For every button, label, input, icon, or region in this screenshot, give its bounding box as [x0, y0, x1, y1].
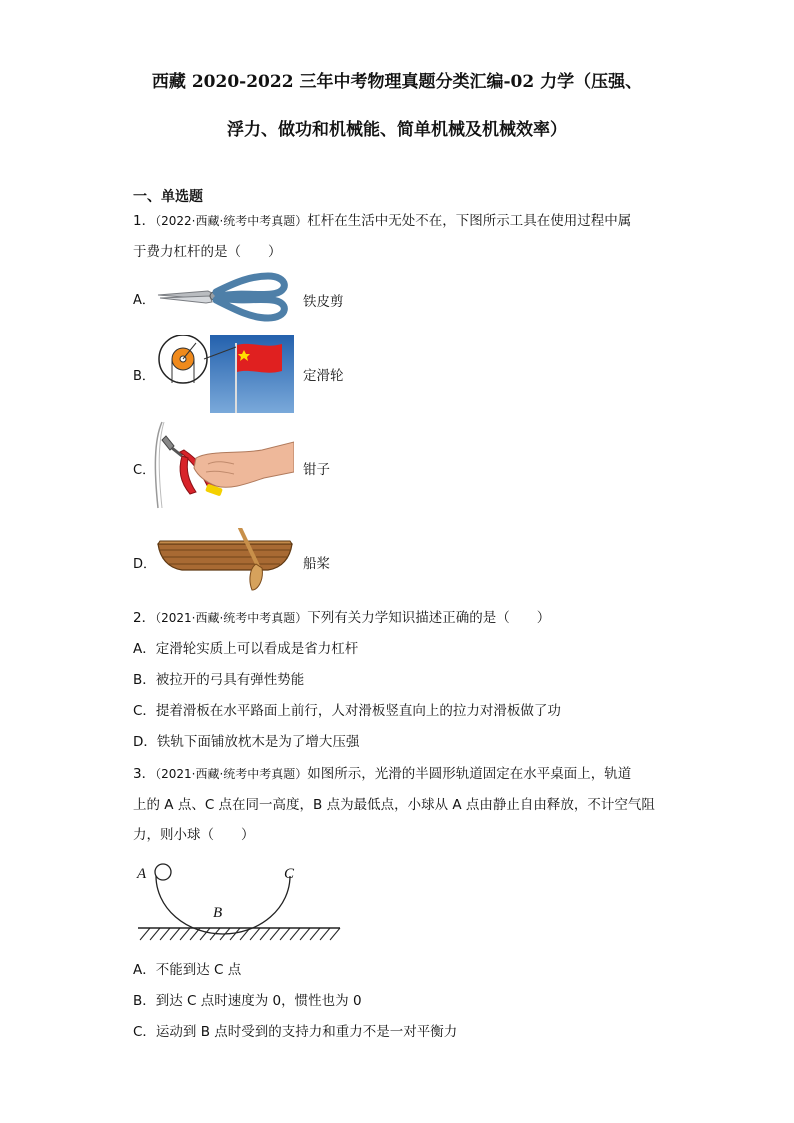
q2-option-a[interactable]: A．定滑轮实质上可以看成是省力杠杆: [133, 641, 359, 657]
q3-line-1: [133, 763, 631, 785]
boat-oar-icon: [156, 528, 294, 592]
section-heading: 一、单选题: [133, 189, 203, 205]
q3-stem: 如图所示，光滑的半圆形轨道固定在水平桌面上，轨道: [307, 766, 632, 782]
q2-number: 2．: [133, 610, 156, 626]
q1-line-1: [133, 210, 631, 232]
q1-option-b-letter[interactable]: B．: [133, 369, 155, 384]
tin-snips-icon: [156, 272, 294, 322]
title-line-1: 西藏 2020-2022 三年中考物理真题分类汇编-02 力学（压强、: [151, 72, 643, 92]
q2-option-d[interactable]: D．铁轨下面铺放枕木是为了增大压强: [133, 734, 360, 750]
pliers-icon: [150, 420, 294, 510]
q3-line-3: 力，则小球（ ）: [133, 827, 255, 843]
q1-option-b-label: 定滑轮: [303, 368, 344, 384]
q3-option-c[interactable]: C．运动到 B 点时受到的支持力和重力不是一对平衡力: [133, 1024, 458, 1040]
q2-stem: 下列有关力学知识描述正确的是（ ）: [307, 610, 551, 626]
q1-option-c-label: 钳子: [303, 462, 330, 478]
q1-option-c-letter[interactable]: C．: [133, 463, 156, 478]
q3-source: （2021·西藏·统考中考真题）: [155, 767, 308, 781]
q1-option-d-label: 船桨: [303, 556, 330, 572]
figure-label-a: A: [137, 866, 147, 882]
figure-label-c: C: [284, 866, 295, 882]
document-title: [60, 58, 734, 154]
q3-option-b[interactable]: B．到达 C 点时速度为 0，惯性也为 0: [133, 993, 362, 1009]
q1-source: （2022·西藏·统考中考真题）: [155, 214, 308, 228]
q1-stem: 杠杆在生活中无处不在，下图所示工具在使用过程中属: [307, 213, 632, 229]
q1-option-a-label: 铁皮剪: [303, 294, 344, 310]
q2-source: （2021·西藏·统考中考真题）: [155, 611, 308, 625]
q1-option-d-letter[interactable]: D．: [133, 557, 157, 572]
q2-option-c[interactable]: C．提着滑板在水平路面上前行，人对滑板竖直向上的拉力对滑板做了功: [133, 703, 561, 719]
q1-option-a-letter[interactable]: A．: [133, 293, 155, 308]
fixed-pulley-flag-icon: [156, 335, 294, 413]
q2-option-b[interactable]: B．被拉开的弓具有弹性势能: [133, 672, 305, 688]
q3-option-a[interactable]: A．不能到达 C 点: [133, 962, 242, 978]
q3-number: 3．: [133, 766, 156, 782]
title-line-2: 浮力、做功和机械能、简单机械及机械效率）: [227, 120, 567, 140]
q1-number: 1．: [133, 213, 156, 229]
figure-label-b: B: [213, 905, 223, 921]
semicircular-track-figure: [130, 858, 350, 948]
q2-line-1: [133, 607, 550, 629]
q1-line-2: 于费力杠杆的是（ ）: [133, 244, 282, 260]
q3-line-2: 上的 A 点、C 点在同一高度，B 点为最低点，小球从 A 点由静止自由释放，不计空气阻: [133, 797, 655, 813]
